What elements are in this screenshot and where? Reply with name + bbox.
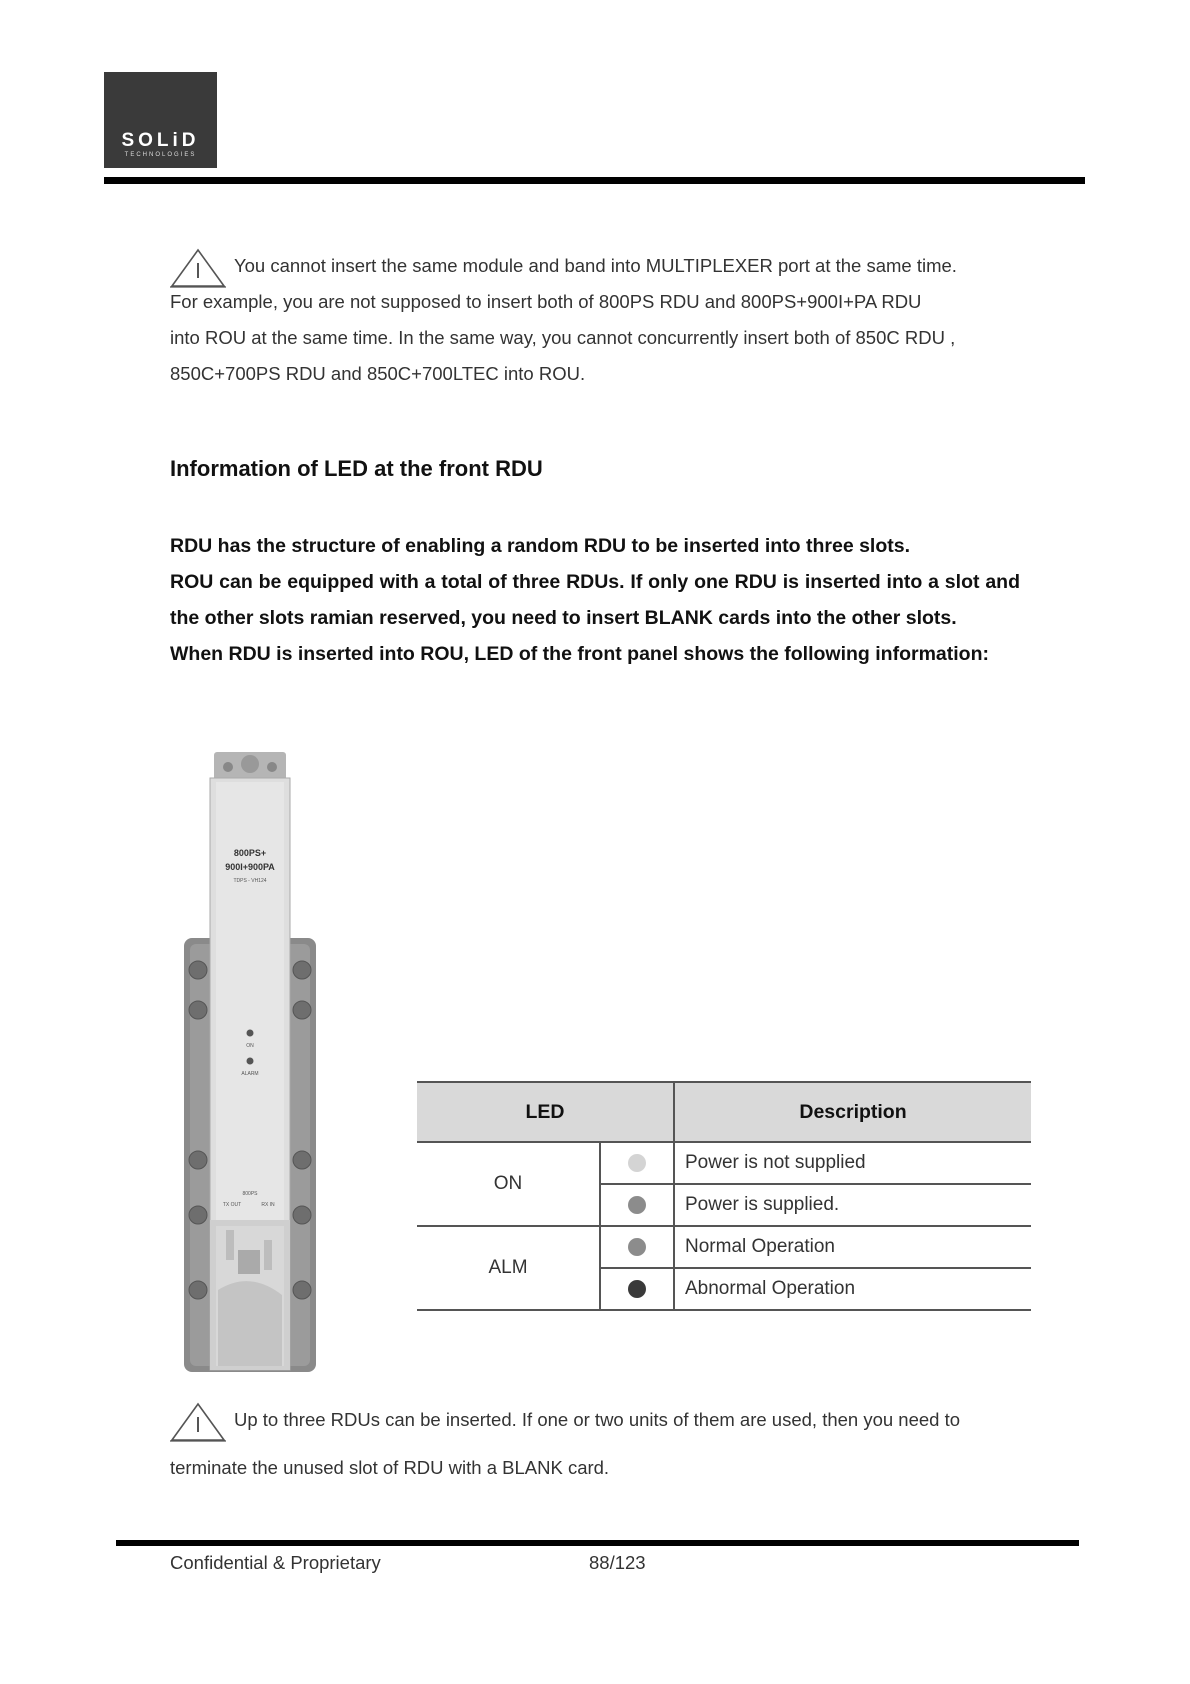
rdu-front-panel-illustration xyxy=(170,750,330,1378)
led-dot-icon xyxy=(628,1196,646,1214)
module-label-2: 900I+900PA xyxy=(225,862,275,872)
caution-note-1 xyxy=(170,248,1030,392)
led-column-header: LED xyxy=(417,1082,674,1142)
section-heading: Information of LED at the front RDU xyxy=(170,456,543,481)
caution-2-line-2: terminate the unused slot of RDU with a BLANK card. xyxy=(170,1457,610,1478)
caution-1-line-2: For example, you are not supposed to insert both of 800PS RDU and 800PS+900I+PA RDU xyxy=(170,291,922,312)
description-cell: Normal Operation xyxy=(674,1226,1031,1268)
logo-subtext: TECHNOLOGIES xyxy=(124,152,197,158)
table-row xyxy=(417,1226,1031,1268)
caution-icon xyxy=(170,1402,226,1444)
description-column-header: Description xyxy=(674,1082,1031,1142)
description-cell: Abnormal Operation xyxy=(674,1268,1031,1310)
tx-out-label: TX OUT xyxy=(222,1202,242,1208)
led-description-table xyxy=(417,1081,1031,1311)
company-logo xyxy=(104,72,217,168)
caution-1-line-4: 850C+700PS RDU and 850C+700LTEC into ROU. xyxy=(170,363,586,384)
footer-rule xyxy=(116,1540,1079,1546)
alm-state-cell: ALM xyxy=(417,1226,600,1310)
paragraph-1: RDU has the structure of enabling a random RDU to be inserted into three slots. xyxy=(170,535,911,557)
alarm-led-indicator xyxy=(247,1058,254,1065)
paragraph-2: ROU can be equipped with a total of three RDUs. If only one RDU is inserted into a slot and the other slots ramian reserved, you need to insert BLANK cards into the other slots. xyxy=(170,571,1020,629)
on-led-indicator xyxy=(247,1030,254,1037)
description-cell: Power is not supplied xyxy=(674,1142,1031,1184)
module-label-1: 800PS+ xyxy=(233,848,267,858)
section-body xyxy=(170,528,1020,672)
on-led-label: ON xyxy=(246,1043,254,1049)
caution-icon xyxy=(170,248,226,290)
rx-in-label: RX IN xyxy=(261,1202,275,1208)
led-dot-icon xyxy=(628,1238,646,1256)
led-dot-icon xyxy=(628,1280,646,1298)
caution-note-2 xyxy=(170,1402,1030,1486)
led-dot-icon xyxy=(628,1154,646,1172)
table-row xyxy=(417,1142,1031,1184)
caution-2-line-1: Up to three RDUs can be inserted. If one or two units of them are used, then you need to xyxy=(234,1409,961,1430)
on-state-cell: ON xyxy=(417,1142,600,1226)
page-number: 88/123 xyxy=(589,1552,646,1573)
port-title: 800PS xyxy=(242,1191,258,1197)
header-rule xyxy=(104,177,1085,184)
footer-confidential: Confidential & Proprietary xyxy=(170,1552,381,1573)
description-cell: Power is supplied. xyxy=(674,1184,1031,1226)
module-label-3: TDPS - VH124 xyxy=(233,878,267,884)
logo-text: SOLiD xyxy=(121,130,200,151)
paragraph-3: When RDU is inserted into ROU, LED of the front panel shows the following information: xyxy=(170,643,989,665)
caution-1-line-3: into ROU at the same time. In the same way, you cannot concurrently insert both of 850C RDU , xyxy=(170,327,956,348)
caution-1-line-1: You cannot insert the same module and band into MULTIPLEXER port at the same time. xyxy=(234,255,957,276)
tx-out-port xyxy=(226,1230,234,1260)
alarm-led-label: ALARM xyxy=(241,1071,259,1077)
rx-in-port xyxy=(264,1240,272,1270)
